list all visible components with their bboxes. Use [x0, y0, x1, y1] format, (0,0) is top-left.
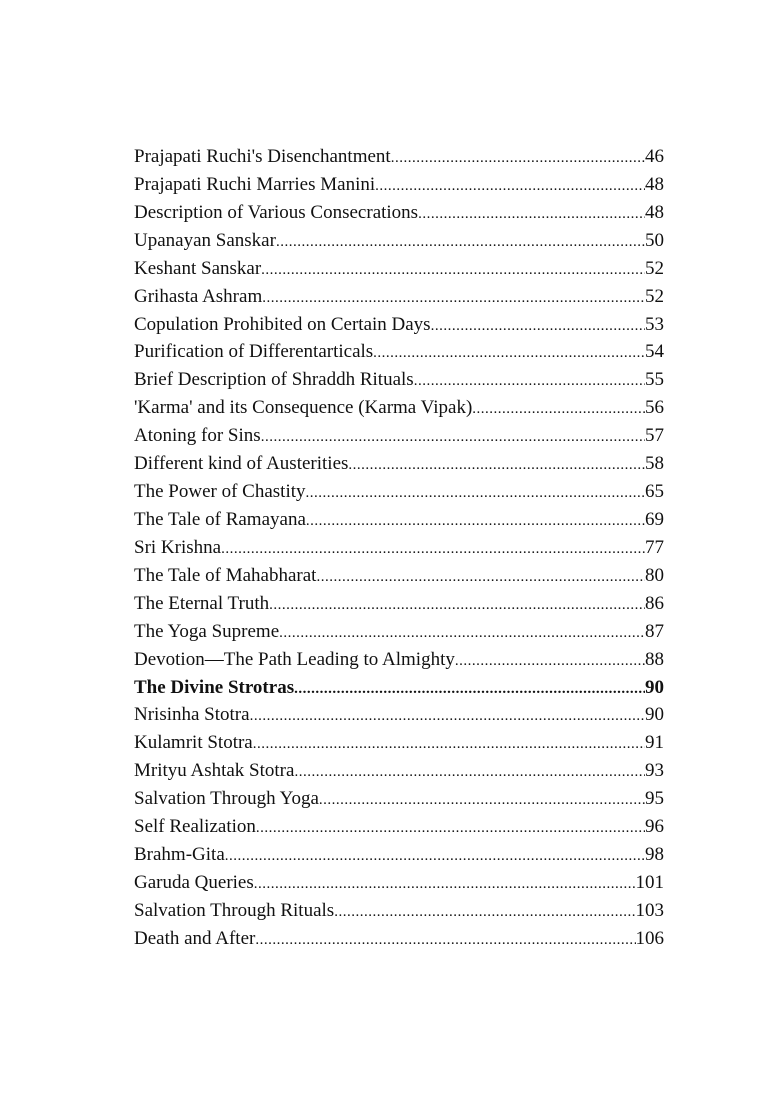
dot-leader	[306, 508, 645, 536]
toc-entry	[134, 841, 664, 869]
dot-leader	[253, 731, 645, 759]
toc-entry-title: Purification of Differentarticals	[134, 341, 374, 363]
toc-entry-title: Prajapati Ruchi's Disenchantment	[134, 146, 391, 167]
toc-entry	[134, 394, 664, 422]
dot-leader	[472, 396, 645, 424]
toc-entry	[134, 143, 664, 171]
toc-entry-title: Upanayan Sanskar	[134, 229, 276, 251]
toc-entry	[134, 701, 664, 729]
dot-leader	[261, 424, 645, 452]
toc-entry-page: 55	[645, 369, 664, 391]
toc-entry-title: The Tale of Ramayana	[134, 508, 306, 530]
toc-entry-title: Salvation Through Yoga	[134, 788, 319, 810]
toc-entry-title: The Yoga Supreme	[134, 620, 280, 642]
toc-entry-page: 101	[635, 871, 664, 893]
toc-entry	[134, 925, 664, 953]
dot-leader	[306, 480, 645, 508]
dot-leader	[418, 201, 645, 229]
toc-entry-title: Garuda Queries	[134, 871, 254, 893]
toc-entry-page: 48	[645, 201, 664, 223]
dot-leader	[225, 843, 645, 871]
toc-entry-page: 91	[645, 732, 664, 754]
toc-entry-page: 93	[645, 760, 664, 782]
toc-entry-title: Brief Description of Shraddh Rituals	[134, 369, 414, 391]
toc-entry-title: Nrisinha Stotra	[134, 704, 250, 726]
toc-entry-title: 'Karma' and its Consequence (Karma Vipak)	[134, 397, 473, 419]
toc-entry-page: 48	[645, 173, 664, 195]
toc-entry-page: 96	[645, 816, 664, 838]
toc-entry-title: The Power of Chastity	[134, 481, 306, 503]
toc-entry-page: 56	[645, 397, 664, 419]
toc-entry	[134, 785, 664, 813]
dot-leader	[261, 257, 645, 285]
dot-leader	[414, 368, 645, 396]
toc-entry-page: 58	[645, 453, 664, 475]
toc-entry	[134, 478, 664, 506]
toc-entry	[134, 562, 664, 590]
dot-leader	[316, 564, 645, 592]
toc-entry-page: 65	[645, 481, 664, 503]
toc-entry-title: Devotion—The Path Leading to Almighty	[134, 648, 455, 670]
toc-entry-page: 86	[645, 592, 664, 614]
dot-leader	[294, 676, 645, 704]
dot-leader	[269, 592, 645, 620]
toc-entry	[134, 450, 664, 478]
toc-entry-page: 52	[645, 285, 664, 307]
toc-entry	[134, 590, 664, 618]
toc-entry-page: 90	[645, 676, 664, 698]
toc-entry-title: Copulation Prohibited on Certain Days	[134, 313, 431, 335]
toc-entry	[134, 311, 664, 339]
toc-entry	[134, 506, 664, 534]
toc-entry	[134, 338, 664, 366]
toc-entry	[134, 618, 664, 646]
toc-entry-page: 88	[645, 648, 664, 670]
dot-leader	[431, 313, 645, 341]
toc-entry-title: Grihasta Ashram	[134, 285, 263, 307]
toc-entry-page: 54	[645, 341, 664, 363]
dot-leader	[391, 145, 645, 173]
toc-entry-page: 95	[645, 788, 664, 810]
toc-entry-page: 50	[645, 229, 664, 251]
toc-entry	[134, 757, 664, 785]
toc-entry-page: 90	[645, 704, 664, 726]
toc-entry-title: The Eternal Truth	[134, 592, 270, 614]
dot-leader	[276, 229, 645, 257]
toc-entry-page: 46	[645, 146, 664, 167]
toc-entry	[134, 255, 664, 283]
toc-entry	[134, 897, 664, 925]
toc-entry-title: Self Realization	[134, 816, 256, 838]
toc-entry	[134, 674, 664, 702]
toc-entry	[134, 283, 664, 311]
toc-entry-title: The Tale of Mahabharat	[134, 564, 317, 586]
toc-entry-page: 106	[635, 927, 664, 949]
toc-entry	[134, 171, 664, 199]
toc-entry	[134, 729, 664, 757]
toc-entry-page: 98	[645, 844, 664, 866]
toc-entry	[134, 646, 664, 674]
toc-entry-title: Description of Various Consecrations	[134, 201, 419, 223]
table-of-contents	[134, 143, 664, 953]
toc-entry-page: 87	[645, 620, 664, 642]
toc-entry-title: Death and After	[134, 927, 256, 949]
dot-leader	[250, 703, 645, 731]
toc-entry-title: Prajapati Ruchi Marries Manini	[134, 173, 376, 195]
toc-entry	[134, 227, 664, 255]
toc-entry-title: Keshant Sanskar	[134, 257, 262, 279]
toc-entry-title: Brahm-Gita	[134, 844, 225, 866]
dot-leader	[375, 173, 645, 201]
dot-leader	[294, 759, 645, 787]
toc-entry-title: Mrityu Ashtak Stotra	[134, 760, 295, 782]
dot-leader	[256, 815, 645, 843]
toc-entry	[134, 422, 664, 450]
dot-leader	[334, 899, 635, 927]
dot-leader	[262, 285, 645, 313]
toc-entry	[134, 534, 664, 562]
toc-entry-page: 77	[645, 536, 664, 558]
toc-entry-title: Salvation Through Rituals	[134, 899, 335, 921]
dot-leader	[455, 648, 645, 676]
toc-entry-title: Atoning for Sins	[134, 425, 261, 447]
dot-leader	[279, 620, 645, 648]
toc-entry	[134, 366, 664, 394]
dot-leader	[255, 927, 635, 955]
toc-entry-title: Kulamrit Stotra	[134, 732, 253, 754]
toc-entry-page: 53	[645, 313, 664, 335]
toc-entry	[134, 869, 664, 897]
dot-leader	[319, 787, 645, 815]
dot-leader	[254, 871, 636, 899]
dot-leader	[373, 340, 645, 368]
toc-entry-title: Different kind of Austerities	[134, 453, 349, 475]
toc-entry	[134, 199, 664, 227]
toc-entry	[134, 813, 664, 841]
toc-entry-page: 57	[645, 425, 664, 447]
dot-leader	[348, 452, 645, 480]
toc-entry-page: 69	[645, 508, 664, 530]
toc-entry-page: 80	[645, 564, 664, 586]
toc-entry-page: 52	[645, 257, 664, 279]
toc-entry-title: Sri Krishna	[134, 536, 222, 558]
toc-entry-title: The Divine Strotras	[134, 676, 295, 698]
dot-leader	[221, 536, 645, 564]
toc-entry-page: 103	[635, 899, 664, 921]
